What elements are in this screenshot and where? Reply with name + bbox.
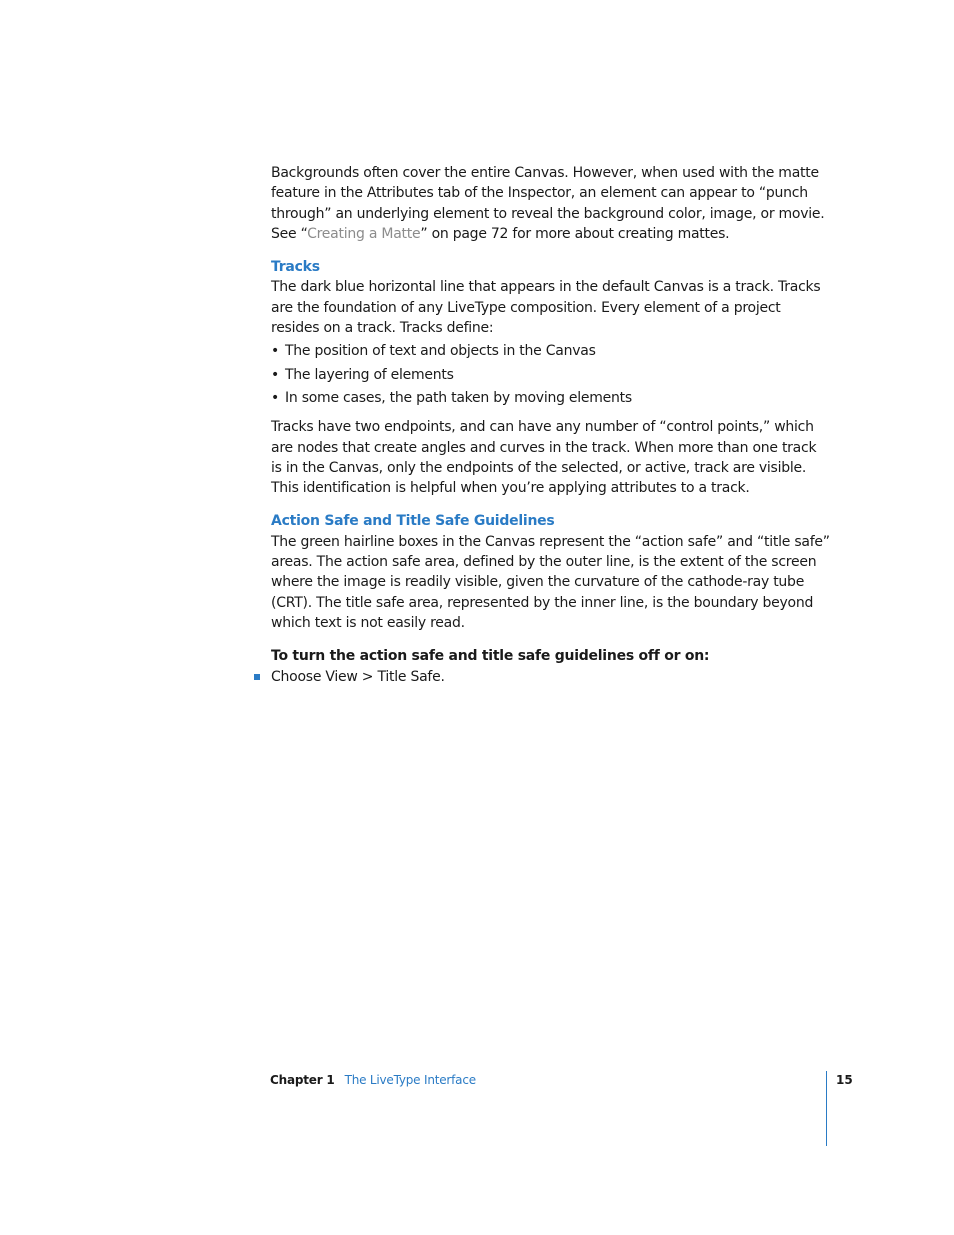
list-item: • The position of text and objects in the Canvas — [271, 341, 831, 361]
page-body — [271, 163, 831, 687]
safe-guidelines-paragraph: The green hairline boxes in the Canvas represent the “action safe” and “title safe” areas. The action safe area, defined by the outer line, is the extent of the screen where the image is readily visible, given the curvature of the cathode-ray tube (CRT). The title safe area, represented by the inner line, is the boundary beyond which text is not easily read. — [271, 533, 830, 631]
page-number: 15 — [836, 1073, 853, 1087]
task-step-text: Choose View > Title Safe. — [271, 668, 445, 685]
creating-a-matte-link[interactable]: Creating a Matte — [307, 225, 421, 242]
tracks-bullet-list — [271, 341, 831, 408]
tracks-heading: Tracks — [271, 259, 320, 276]
list-item: • The layering of elements — [271, 365, 831, 385]
intro-text-after-link: ” on page 72 for more about creating mattes. — [420, 225, 730, 242]
page-footer — [270, 1072, 476, 1088]
footer-vertical-rule — [826, 1071, 827, 1146]
task-heading: To turn the action safe and title safe guidelines off or on: — [271, 648, 710, 665]
step-square-icon — [254, 674, 260, 680]
chapter-title: The LiveType Interface — [344, 1073, 476, 1087]
list-item: • In some cases, the path taken by moving elements — [271, 388, 831, 408]
intro-paragraph — [271, 163, 831, 244]
task-step — [271, 667, 831, 687]
chapter-label: Chapter 1 — [270, 1073, 335, 1087]
intro-text-before-link: Backgrounds often cover the entire Canvas. However, when used with the matte feature in the Attributes tab of the Inspector, an element can appear to “punch through” an underlying element to reveal the background color, image, or movie. See “ — [271, 165, 825, 242]
tracks-paragraph-1: The dark blue horizontal line that appears in the default Canvas is a track. Tracks are the foundation of any LiveType composition. Every element of a project resides on a track. Tracks define: — [271, 279, 821, 337]
safe-guidelines-heading: Action Safe and Title Safe Guidelines — [271, 513, 555, 530]
tracks-paragraph-2: Tracks have two endpoints, and can have any number of “control points,” which are nodes that create angles and curves in the track. When more than one track is in the Canvas, only the endpoints of the selected, or active, track are visible. This identification is helpful when you’re applying attributes to a track. — [271, 419, 817, 497]
